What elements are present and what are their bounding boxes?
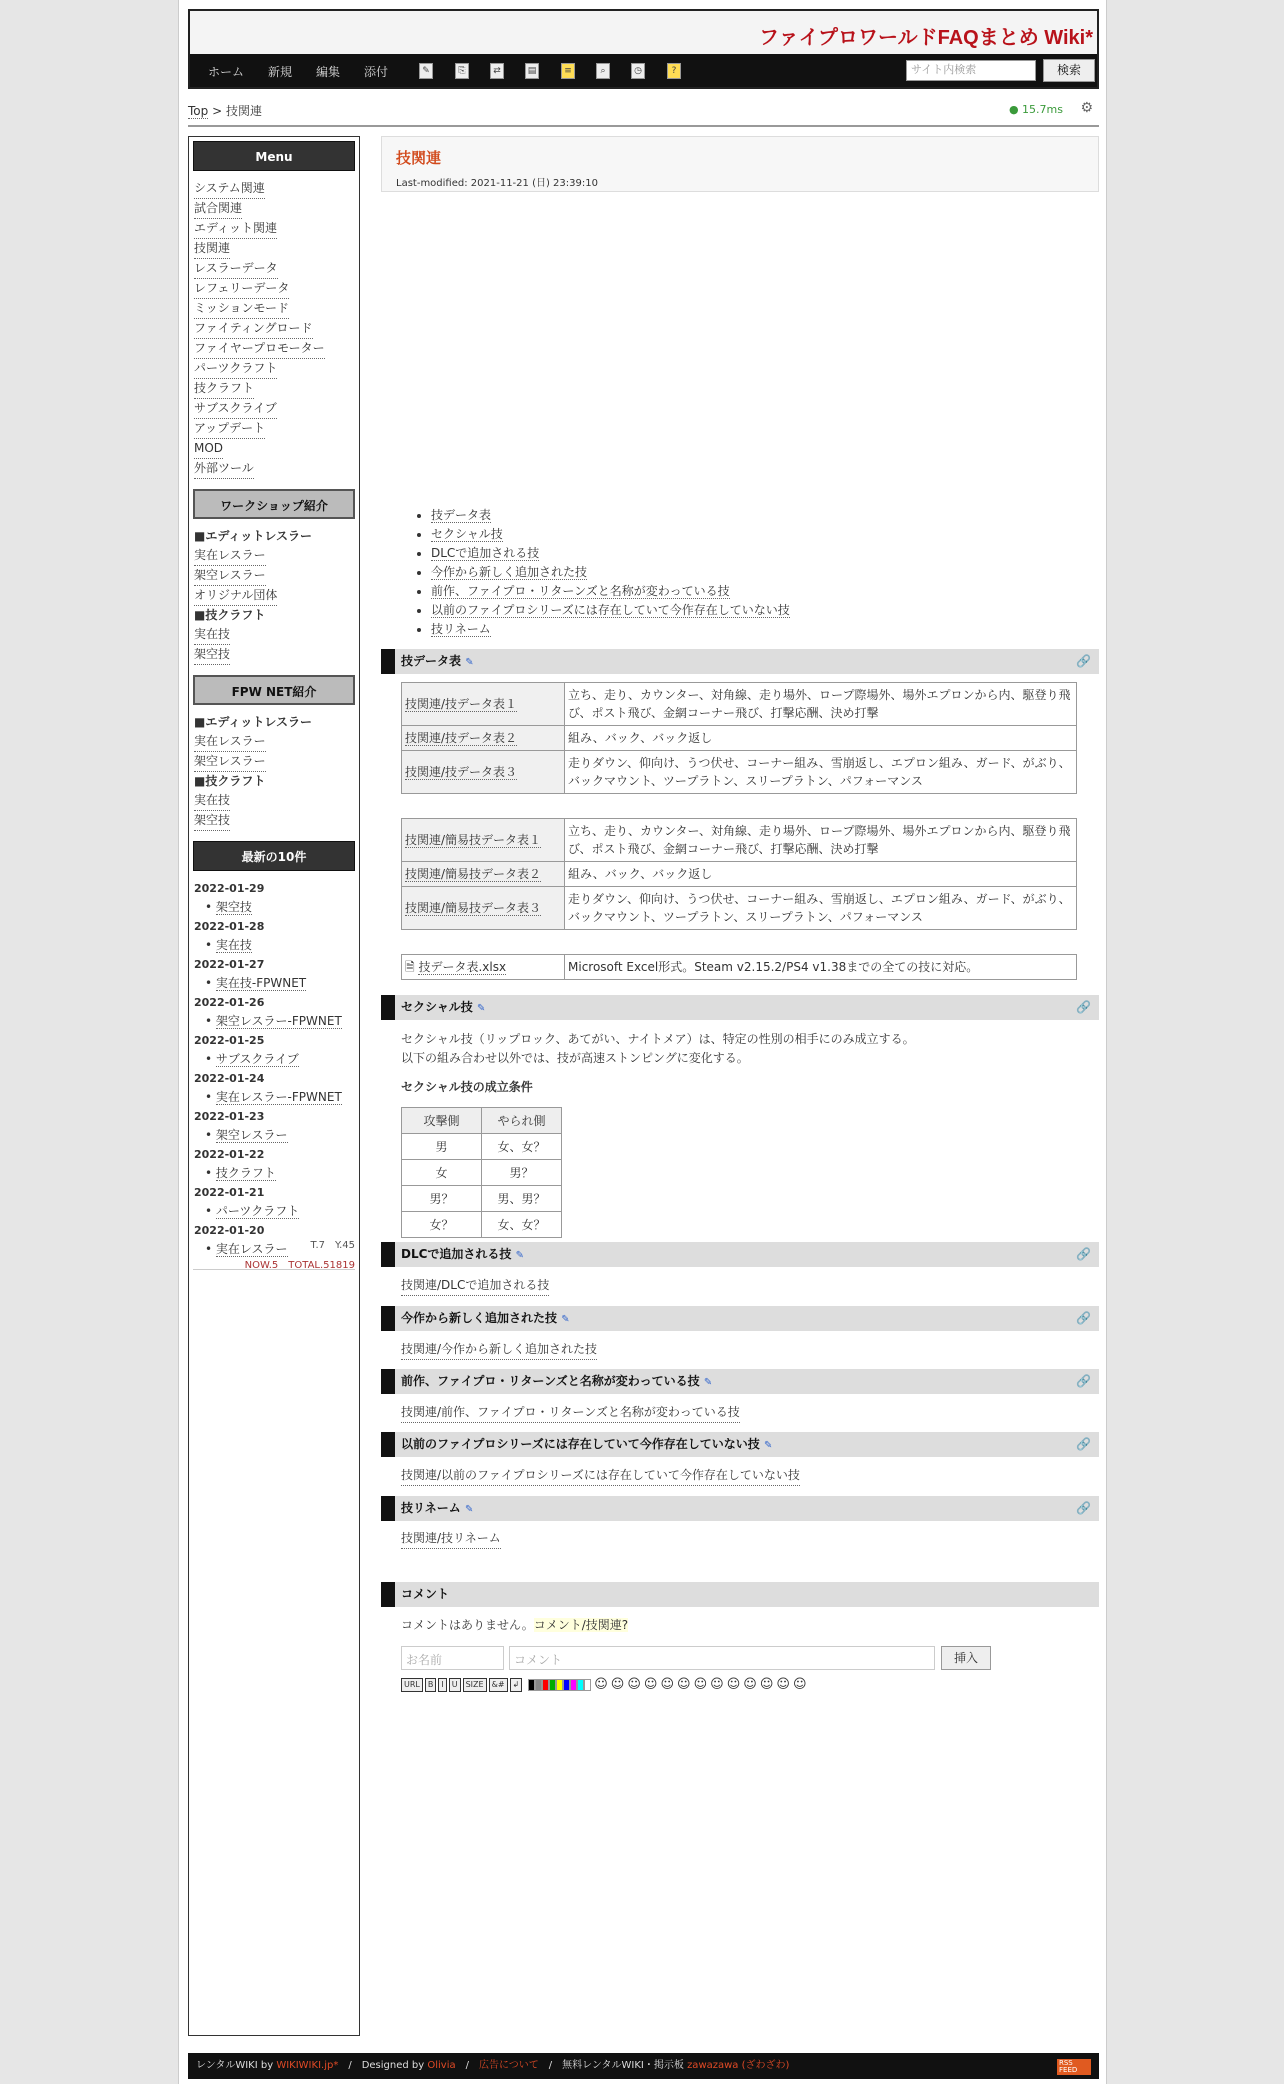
table-key xyxy=(402,751,565,794)
link-icon[interactable]: 🔗 xyxy=(1076,654,1091,668)
recent-item xyxy=(205,974,359,993)
table-value: 立ち、走り、カウンター、対角線、走り場外、ロープ際場外、場外エプロンから内、駆登り飛び、ポスト飛び、金網コーナー飛び、打撃応酬、決め打撃 xyxy=(565,683,1077,726)
sidebar-menu-item[interactable]: アップデート xyxy=(194,419,265,439)
recent-link[interactable]: 実在レスラー xyxy=(215,1242,288,1256)
edit-icon[interactable]: ✎ xyxy=(703,1377,713,1388)
sidebar-link[interactable]: 架空レスラー xyxy=(194,566,266,586)
toc-item xyxy=(431,601,790,620)
recent-heading: 最新の10件 xyxy=(193,841,355,871)
fpw-list xyxy=(189,713,359,831)
divider xyxy=(188,125,1099,127)
recent-date: 2022-01-27 xyxy=(194,958,265,971)
comment-toolbar xyxy=(401,1677,807,1692)
breadcrumb: Top > 技関連 xyxy=(188,104,262,118)
emoji-icon[interactable]: ☺ xyxy=(693,1677,708,1692)
recent-date: 2022-01-29 xyxy=(194,882,265,895)
link-icon[interactable]: 🔗 xyxy=(1076,1501,1091,1515)
toc-item xyxy=(431,582,790,601)
table-row xyxy=(402,862,1077,887)
nav-new[interactable]: 新規 xyxy=(268,65,293,79)
toolbar-button[interactable]: B xyxy=(425,1678,437,1692)
recent-link[interactable]: 架空レスラー xyxy=(215,1128,288,1142)
toc-link[interactable]: 今作から新しく追加された技 xyxy=(431,565,588,579)
recent-link[interactable]: パーツクラフト xyxy=(215,1204,300,1218)
sidebar-link[interactable]: 架空技 xyxy=(194,645,230,665)
sidebar-menu-item[interactable]: ミッションモード xyxy=(194,299,289,319)
section-data-heading: 技データ表 ✎ 🔗 xyxy=(381,649,1099,674)
edit-icon[interactable]: ✎ xyxy=(464,1504,474,1515)
xlsx-table xyxy=(401,954,1077,980)
sexual-text-2: 以下の組み合わせ以外では、技が高速ストンピングに変化する。 xyxy=(401,1051,749,1065)
recent-date: 2022-01-26 xyxy=(194,996,265,1009)
recent-date: 2022-01-25 xyxy=(194,1034,265,1047)
table-value: 走りダウン、仰向け、うつ伏せ、コーナー組み、雪崩返し、エプロン組み、ガード、がぶり、バックマウント、ツープラトン、スリープラトン、パフォーマンス xyxy=(565,751,1077,794)
toc-link[interactable]: DLCで追加される技 xyxy=(431,546,540,560)
table-cell: 男 xyxy=(402,1134,482,1160)
nav-attach[interactable]: 添付 xyxy=(364,65,389,79)
section-rename-heading: 技リネーム ✎ 🔗 xyxy=(381,1496,1099,1521)
recent-link[interactable]: サブスクライブ xyxy=(215,1052,299,1066)
gear-icon[interactable]: ⚙ xyxy=(1080,100,1093,116)
sexual-text-1: セクシャル技（リップロック、あてがい、ナイトメア）は、特定の性別の相手にのみ成立する。 xyxy=(401,1032,915,1046)
recent-item xyxy=(205,898,359,917)
toolbar-button[interactable]: I xyxy=(438,1678,446,1692)
table-key xyxy=(402,862,565,887)
table-row xyxy=(402,1134,562,1160)
recent-item xyxy=(205,1050,359,1069)
search-button[interactable]: 検索 xyxy=(1043,59,1095,82)
workshop-list xyxy=(189,527,359,665)
data-table-2 xyxy=(401,818,1077,930)
copy-icon[interactable]: ⎘ xyxy=(455,63,469,79)
sidebar-group-label: ■技クラフト xyxy=(194,608,266,622)
diff-icon[interactable]: ✎ xyxy=(419,63,433,79)
site-title[interactable]: ファイプロワールドFAQまとめ Wiki* xyxy=(759,27,1093,49)
dlc-link[interactable]: 技関連/DLCで追加される技 xyxy=(401,1276,549,1296)
table-key xyxy=(402,887,565,930)
toc-item xyxy=(431,544,790,563)
color-palette[interactable] xyxy=(528,1679,591,1691)
comment-none: コメントはありません。コメント/技関連? xyxy=(401,1618,629,1632)
recent-link[interactable]: 架空技 xyxy=(215,900,252,914)
nav-home[interactable]: ホーム xyxy=(208,65,245,79)
comment-text-input[interactable]: コメント xyxy=(509,1646,935,1670)
wikiwiki-link[interactable]: WIKIWIKI.jp* xyxy=(276,2060,339,2071)
section-new-heading: 今作から新しく追加された技 ✎ 🔗 xyxy=(381,1306,1099,1331)
emoji-icon[interactable]: ☺ xyxy=(726,1677,741,1692)
emoji-icon[interactable]: ☺ xyxy=(792,1677,807,1692)
recent-link[interactable]: 実在レスラー-FPWNET xyxy=(215,1090,342,1104)
sidebar-menu-item[interactable]: エディット関連 xyxy=(194,219,277,239)
sidebar-link[interactable]: 架空技 xyxy=(194,811,230,831)
table-cell: 攻撃側 xyxy=(402,1108,482,1134)
table-key-link[interactable]: 技関連/技データ表２ xyxy=(405,731,518,745)
recent-item xyxy=(205,1202,359,1221)
comment-heading: コメント xyxy=(381,1582,1099,1607)
toolbar-button[interactable]: &# xyxy=(489,1678,508,1692)
table-row xyxy=(402,751,1077,794)
recent-link[interactable]: 架空レスラー-FPWNET xyxy=(215,1014,342,1028)
renamed-link[interactable]: 技関連/前作、ファイプロ・リターンズと名称が変わっている技 xyxy=(401,1403,740,1423)
recent-link[interactable]: 技クラフト xyxy=(215,1166,276,1180)
sidebar-menu-item[interactable]: レフェリーデータ xyxy=(194,279,289,299)
nav-edit[interactable]: 編集 xyxy=(316,65,341,79)
toolbar-button[interactable]: ↲ xyxy=(510,1678,523,1692)
sidebar-link[interactable]: 実在技 xyxy=(194,791,230,811)
sexual-cond-title: セクシャル技の成立条件 xyxy=(401,1080,533,1094)
comment-insert-button[interactable]: 挿入 xyxy=(941,1646,991,1670)
link-icon[interactable]: 🔗 xyxy=(1076,1437,1091,1451)
emoji-icon[interactable]: ☺ xyxy=(710,1677,724,1692)
help-icon[interactable]: ? xyxy=(667,63,681,79)
toc-item xyxy=(431,620,790,639)
table-row xyxy=(402,1186,562,1212)
toc-item xyxy=(431,563,790,582)
main-content xyxy=(381,136,1099,1692)
toc-link[interactable]: 以前のファイプロシリーズには存在していて今作存在していない技 xyxy=(431,603,790,617)
sidebar-menu-item[interactable]: サブスクライブ xyxy=(194,399,277,419)
table-value: 組み、バック、バック返し xyxy=(565,862,1077,887)
sidebar-menu-item[interactable]: システム関連 xyxy=(194,179,265,199)
site-header xyxy=(188,9,1099,89)
edit-icon[interactable]: ✎ xyxy=(465,657,474,668)
removed-link[interactable]: 技関連/以前のファイプロシリーズには存在していて今作存在していない技 xyxy=(401,1466,800,1486)
table-key-link[interactable]: 技関連/簡易技データ表３ xyxy=(405,901,542,915)
sidebar-group-label: ■技クラフト xyxy=(194,774,266,788)
emoji-icon[interactable]: ☺ xyxy=(743,1677,757,1692)
table-value: 走りダウン、仰向け、うつ伏せ、コーナー組み、雪崩返し、エプロン組み、ガード、がぶり、バックマウント、ツープラトン、スリープラトン、パフォーマンス xyxy=(565,887,1077,930)
file-icon: 🗎 xyxy=(405,960,415,974)
sidebar-menu-item[interactable]: MOD xyxy=(194,439,223,459)
sidebar-menu-item[interactable]: 技クラフト xyxy=(194,379,254,399)
zawazawa-link[interactable]: zawazawa (ざわざわ) xyxy=(687,2060,790,2071)
section-removed-heading: 以前のファイプロシリーズには存在していて今作存在していない技 ✎ 🔗 xyxy=(381,1432,1099,1457)
rename-link[interactable]: 技関連/技リネーム xyxy=(401,1529,501,1549)
data-table-1 xyxy=(401,682,1077,794)
emoji-icon[interactable]: ☺ xyxy=(660,1677,675,1692)
recent-date: 2022-01-22 xyxy=(194,1148,265,1161)
recent-date: 2022-01-21 xyxy=(194,1186,265,1199)
table-cell: 女？ xyxy=(402,1212,482,1238)
sidebar-link[interactable]: 架空レスラー xyxy=(194,752,266,772)
emoji-icon[interactable]: ☺ xyxy=(776,1677,790,1692)
table-row xyxy=(402,887,1077,930)
table-cell: 女、女？ xyxy=(482,1212,562,1238)
sidebar-group-label: ■エディットレスラー xyxy=(194,715,313,729)
edit-icon[interactable]: ✎ xyxy=(515,1250,524,1261)
emoji-icon[interactable]: ☺ xyxy=(643,1677,658,1692)
breadcrumb-current: 技関連 xyxy=(225,104,262,118)
toolbar-button[interactable]: U xyxy=(449,1678,461,1692)
emoji-icon[interactable]: ☺ xyxy=(594,1677,608,1692)
comment-name-input[interactable]: お名前 xyxy=(401,1646,504,1670)
menu-heading: Menu xyxy=(193,141,355,171)
table-of-contents xyxy=(431,506,790,639)
xlsx-desc: Microsoft Excel形式。Steam v2.15.2/PS4 v1.38までの全ての技に対応。 xyxy=(565,955,1077,980)
nav-bar xyxy=(190,54,1097,87)
sidebar-link[interactable]: 実在レスラー xyxy=(194,732,266,752)
link-icon[interactable]: 🔗 xyxy=(1076,1311,1091,1325)
olivia-link[interactable]: Olivia xyxy=(427,2060,456,2071)
link-icon[interactable]: 🔗 xyxy=(1076,1247,1091,1261)
table-value: 組み、バック、バック返し xyxy=(565,726,1077,751)
toc-item xyxy=(431,525,790,544)
toc-link[interactable]: 技データ表 xyxy=(431,508,492,522)
sidebar-menu-item[interactable]: 試合関連 xyxy=(194,199,242,219)
recent-item xyxy=(205,1012,359,1031)
toc-link[interactable]: 技リネーム xyxy=(431,622,491,636)
emoji-icon[interactable]: ☺ xyxy=(677,1677,691,1692)
page xyxy=(178,0,1107,2084)
sexual-table xyxy=(401,1107,562,1238)
table-key-link[interactable]: 技関連/簡易技データ表１ xyxy=(405,833,542,847)
toc-link[interactable]: セクシャル技 xyxy=(431,527,503,541)
new-link[interactable]: 技関連/今作から新しく追加された技 xyxy=(401,1340,597,1360)
edit-icon[interactable]: ✎ xyxy=(764,1440,773,1451)
toolbar-button[interactable]: URL xyxy=(401,1678,423,1692)
table-cell: 女 xyxy=(402,1160,482,1186)
sidebar-link[interactable]: 実在レスラー xyxy=(194,546,266,566)
page-title: 技関連 xyxy=(396,149,442,167)
recent-item xyxy=(205,1164,359,1183)
recent-icon[interactable]: ◷ xyxy=(631,63,645,79)
recent-item xyxy=(205,1126,359,1145)
ad-link[interactable]: 広告について xyxy=(479,2060,539,2071)
toc-item xyxy=(431,506,790,525)
emoji-icon[interactable]: ☺ xyxy=(610,1677,625,1692)
counter-today: T.7 Y.45 xyxy=(310,1240,355,1251)
xlsx-link[interactable]: 技データ表.xlsx xyxy=(418,960,507,974)
edit-icon[interactable]: ✎ xyxy=(561,1314,570,1325)
table-row xyxy=(402,819,1077,862)
toolbar-button[interactable]: SIZE xyxy=(463,1678,487,1692)
table-row xyxy=(402,726,1077,751)
recent-link[interactable]: 実在技 xyxy=(215,938,252,952)
emoji-icon[interactable]: ☺ xyxy=(627,1677,641,1692)
rename-icon[interactable]: ⇄ xyxy=(490,63,504,79)
sidebar-menu-item[interactable]: ファイヤープロモーター xyxy=(194,339,325,359)
sidebar-menu-item[interactable]: 外部ツール xyxy=(194,459,254,479)
sidebar-group-label: ■エディットレスラー xyxy=(194,529,313,543)
link-icon[interactable]: 🔗 xyxy=(1076,1000,1091,1014)
table-cell: やられ側 xyxy=(482,1108,562,1134)
recent-item xyxy=(205,936,359,955)
section-sexual-heading: セクシャル技 ✎ 🔗 xyxy=(381,995,1099,1020)
table-key-link[interactable]: 技関連/技データ表３ xyxy=(405,765,518,779)
table-cell: 男？ xyxy=(402,1186,482,1212)
section-renamed-heading: 前作、ファイプロ・リターンズと名称が変わっている技 ✎ 🔗 xyxy=(381,1369,1099,1394)
sidebar-menu-item[interactable]: ファイティングロード xyxy=(194,319,313,339)
table-key xyxy=(402,819,565,862)
page-title-box xyxy=(381,136,1099,192)
section-dlc-heading: DLCで追加される技 ✎ 🔗 xyxy=(381,1242,1099,1267)
sidebar-link[interactable]: 実在技 xyxy=(194,625,230,645)
table-row xyxy=(402,683,1077,726)
recent-date: 2022-01-20 xyxy=(194,1224,265,1237)
table-cell: 男、男？ xyxy=(482,1186,562,1212)
sidebar-menu-item[interactable]: レスラーデータ xyxy=(194,259,278,279)
link-icon[interactable]: 🔗 xyxy=(1076,1374,1091,1388)
table-key-link[interactable]: 技関連/簡易技データ表２ xyxy=(405,867,542,881)
search-page-icon[interactable]: ⌕ xyxy=(596,63,610,79)
recent-date: 2022-01-28 xyxy=(194,920,265,933)
sidebar-link[interactable]: オリジナル団体 xyxy=(194,586,277,606)
fpw-heading: FPW NET紹介 xyxy=(193,675,355,705)
search-input[interactable]: サイト内検索 xyxy=(906,60,1036,81)
toc-link[interactable]: 前作、ファイプロ・リターンズと名称が変わっている技 xyxy=(431,584,730,598)
backup-icon[interactable]: ▤ xyxy=(525,63,539,79)
table-key xyxy=(402,726,565,751)
recent-date: 2022-01-23 xyxy=(194,1110,265,1123)
table-key-link[interactable]: 技関連/技データ表１ xyxy=(405,697,518,711)
table-key xyxy=(402,683,565,726)
menu-list xyxy=(189,179,359,479)
sidebar xyxy=(188,136,360,2036)
sidebar-menu-item[interactable]: パーツクラフト xyxy=(194,359,277,379)
workshop-heading: ワークショップ紹介 xyxy=(193,489,355,519)
sidebar-menu-item[interactable]: 技関連 xyxy=(194,239,230,259)
table-value: 立ち、走り、カウンター、対角線、走り場外、ロープ際場外、場外エプロンから内、駆登り飛び、ポスト飛び、金網コーナー飛び、打撃応酬、決め打撃 xyxy=(565,819,1077,862)
status-icon: ● xyxy=(1008,103,1019,116)
table-row xyxy=(402,1108,562,1134)
table-cell: 女、女？ xyxy=(482,1134,562,1160)
rss-icon[interactable]: RSS FEED xyxy=(1057,2059,1091,2075)
table-row xyxy=(402,1212,562,1238)
recent-item xyxy=(205,1088,359,1107)
table-row xyxy=(402,1160,562,1186)
footer: レンタルWIKI by WIKIWIKI.jp* / Designed by Olivia / 広告について / 無料レンタルWIKI・掲示板 zawazawa (ざわざわ) RSS FEED xyxy=(188,2053,1099,2079)
list-icon[interactable]: ≡ xyxy=(561,63,575,79)
recent-list xyxy=(189,879,359,1259)
recent-date: 2022-01-24 xyxy=(194,1072,265,1085)
recent-link[interactable]: 実在技-FPWNET xyxy=(215,976,307,990)
last-modified: Last-modified: 2021-11-21 (日) 23:39:10 xyxy=(396,178,598,189)
comment-page-link[interactable]: コメント/技関連? xyxy=(533,1618,629,1632)
render-time: ● 15.7ms xyxy=(1008,103,1063,116)
table-cell: 男？ xyxy=(482,1160,562,1186)
counter-total: NOW.5 TOTAL.51819 xyxy=(244,1260,355,1271)
emoji-icon[interactable]: ☺ xyxy=(759,1677,774,1692)
edit-icon[interactable]: ✎ xyxy=(476,1003,486,1014)
breadcrumb-top[interactable]: Top xyxy=(188,104,209,118)
